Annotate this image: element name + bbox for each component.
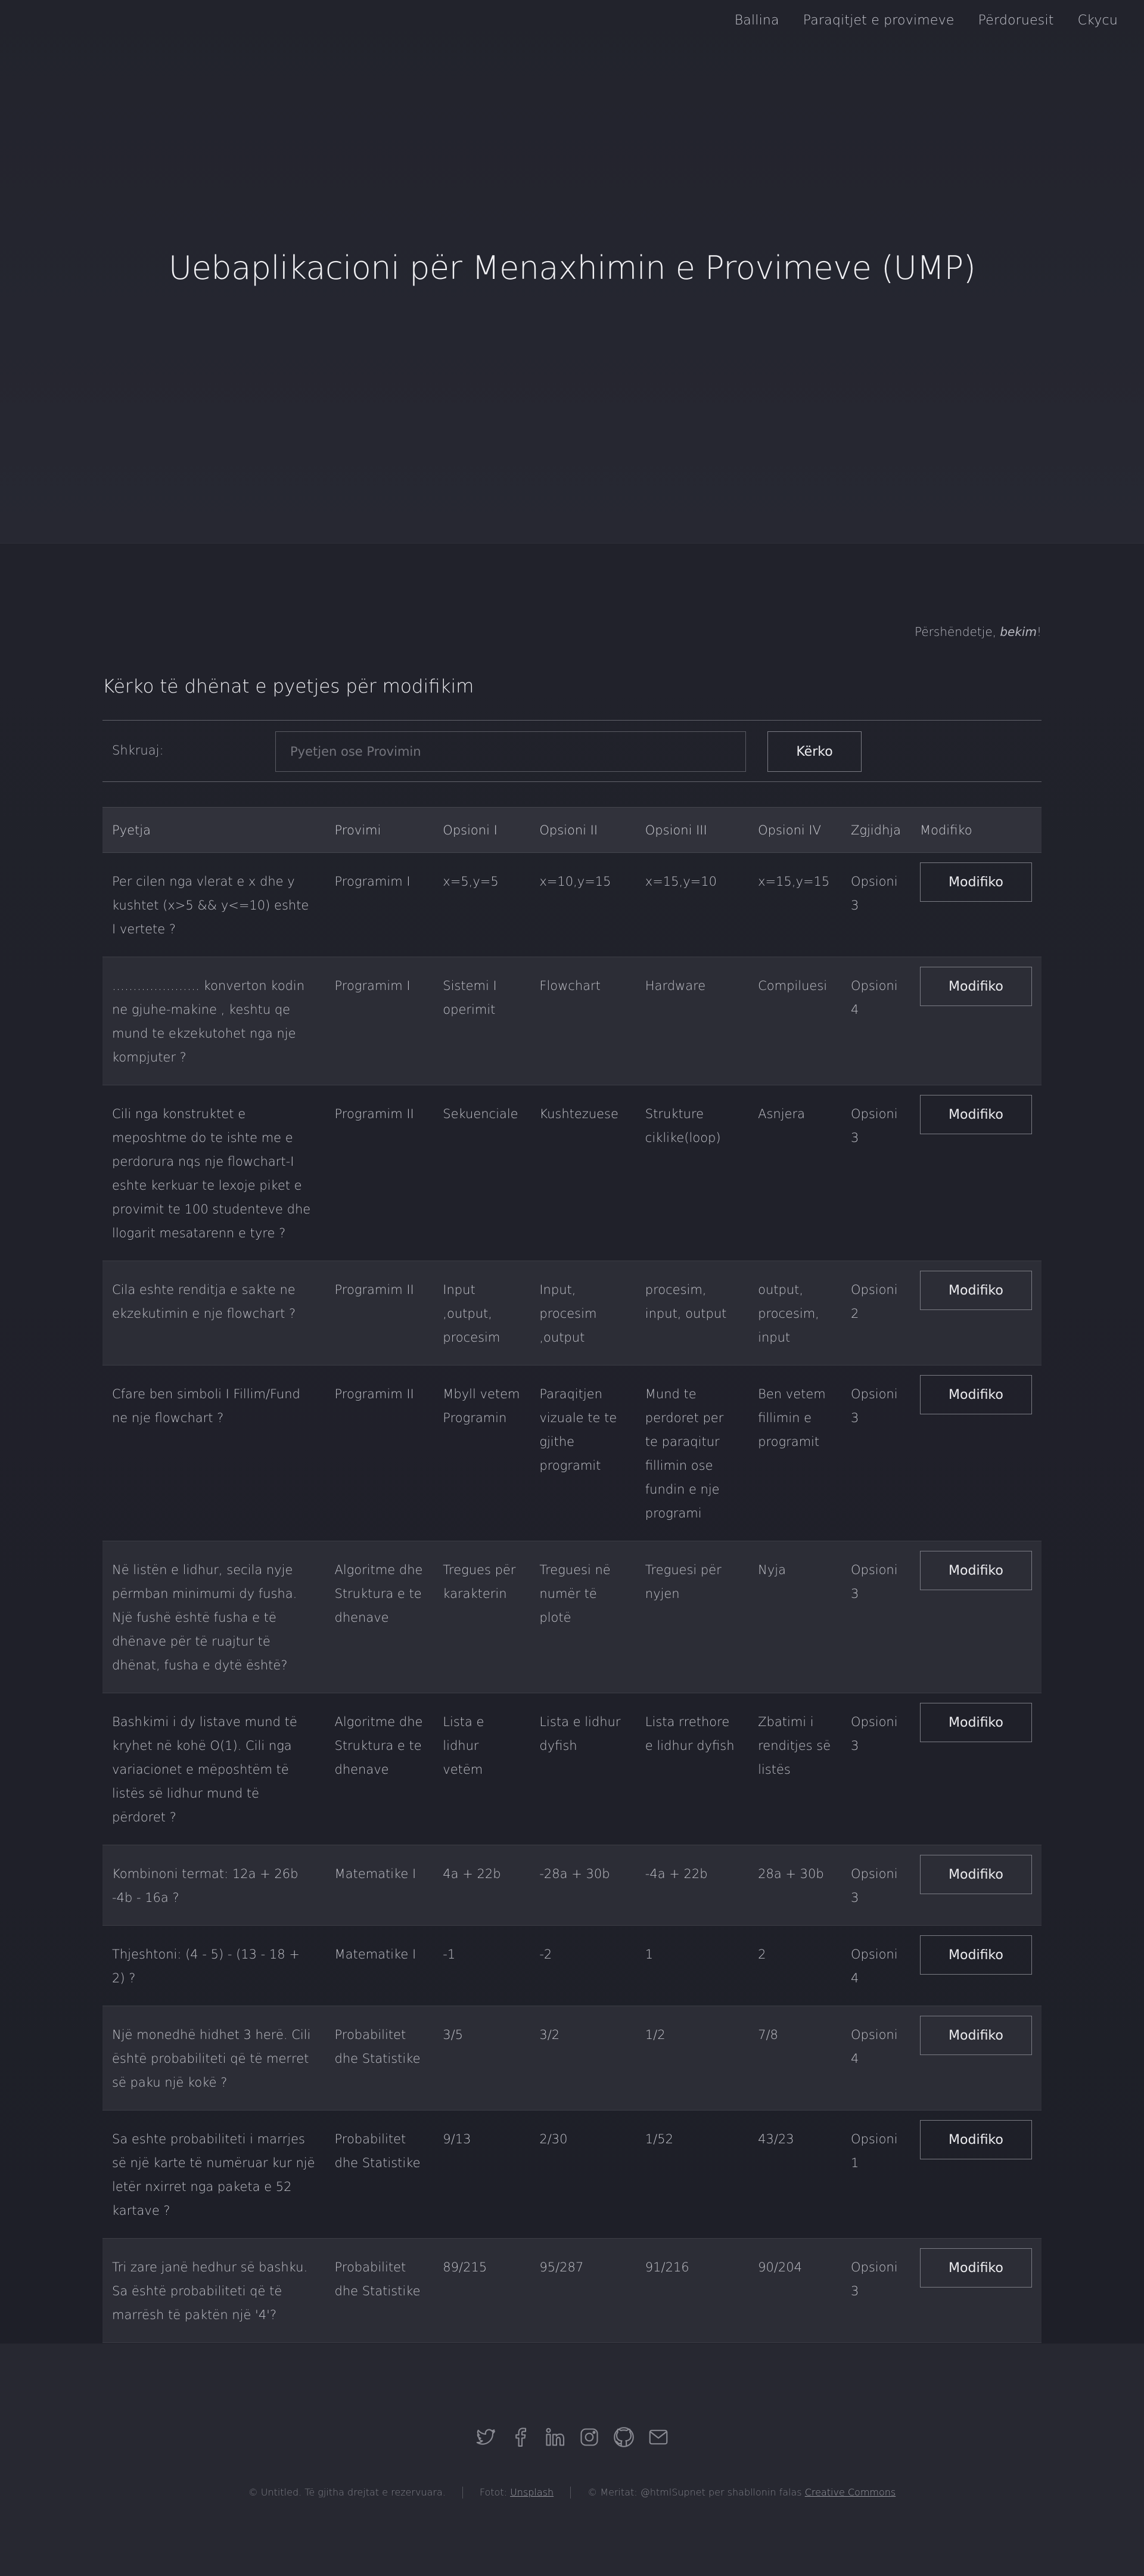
cell-modifiko: [910, 1926, 1042, 2006]
cell-opsioni-2: Flowchart: [530, 957, 635, 1085]
cell-opsioni-3: 1: [636, 1926, 748, 2006]
cell-opsioni-1: Tregues për karakterin: [433, 1541, 530, 1693]
cell-modifiko: [910, 2006, 1042, 2111]
table-row: [102, 1693, 1042, 1845]
cell-opsioni-1: 89/215: [433, 2239, 530, 2343]
cell-modifiko: [910, 957, 1042, 1085]
credit-prefix: © Meritat: @htmlSupnet per shabllonin falas: [587, 2487, 805, 2498]
footer-credits: [0, 2487, 1144, 2499]
header-zgjidhja: Zgjidhja: [841, 808, 910, 853]
cell-pyetja: Kombinoni termat: 12a + 26b -4b - 16a ?: [102, 1845, 325, 1926]
cell-opsioni-2: Treguesi në numër të plotë: [530, 1541, 635, 1693]
cell-opsioni-4: 7/8: [748, 2006, 841, 2111]
table-row: [102, 1365, 1042, 1541]
cell-zgjidhja: Opsioni 4: [841, 957, 910, 1085]
modifiko-button[interactable]: Modifiko: [920, 2016, 1032, 2055]
greeting-suffix: !: [1036, 625, 1042, 639]
cell-zgjidhja: Opsioni 3: [841, 1541, 910, 1693]
cell-pyetja: Cila eshte renditja e sakte ne ekzekutimin e nje flowchart ?: [102, 1261, 325, 1365]
cell-opsioni-3: Mund te perdoret per te paraqitur fillimin ose fundin e nje programi: [636, 1365, 748, 1541]
table-row: [102, 2111, 1042, 2239]
copyright-text: © Untitled. Të gjitha drejtat e rezervuara.: [248, 2487, 446, 2498]
photos-prefix: Fotot:: [479, 2487, 511, 2498]
cell-pyetja: Thjeshtoni: (4 - 5) - (13 - 18 + 2) ?: [102, 1926, 325, 2006]
hero-title: Uebaplikacioni për Menaxhimin e Provimeve (UMP): [168, 249, 976, 287]
cell-opsioni-2: 3/2: [530, 2006, 635, 2111]
header-provimi: Provimi: [325, 808, 433, 853]
modifiko-button[interactable]: Modifiko: [920, 862, 1032, 902]
cell-zgjidhja: Opsioni 1: [841, 2111, 910, 2239]
cell-opsioni-3: Strukture ciklike(loop): [636, 1085, 748, 1261]
search-button[interactable]: Kërko: [767, 731, 862, 772]
cell-opsioni-1: -1: [433, 1926, 530, 2006]
cell-provimi: Programim II: [325, 1261, 433, 1365]
footer-divider: [570, 2487, 571, 2499]
main-nav: [735, 13, 1118, 28]
instagram-icon[interactable]: [578, 2426, 601, 2448]
cell-opsioni-4: Asnjera: [748, 1085, 841, 1261]
table-row: [102, 1926, 1042, 2006]
table-row: [102, 2006, 1042, 2111]
cell-pyetja: Tri zare janë hedhur së bashku. Sa është probabiliteti që të marrësh të paktën një '4'?: [102, 2239, 325, 2343]
cell-opsioni-4: output, procesim, input: [748, 1261, 841, 1365]
page-footer: [0, 2344, 1144, 2576]
cell-provimi: Algoritme dhe Struktura e te dhenave: [325, 1541, 433, 1693]
cell-opsioni-1: Mbyll vetem Programin: [433, 1365, 530, 1541]
cell-pyetja: Cfare ben simboli I Fillim/Fund ne nje flowchart ?: [102, 1365, 325, 1541]
greeting-prefix: Përshëndetje,: [914, 625, 1000, 639]
cell-opsioni-4: 43/23: [748, 2111, 841, 2239]
cell-opsioni-4: 90/204: [748, 2239, 841, 2343]
cell-modifiko: [910, 1085, 1042, 1261]
cell-modifiko: [910, 1541, 1042, 1693]
cell-modifiko: [910, 1261, 1042, 1365]
cell-opsioni-1: 3/5: [433, 2006, 530, 2111]
cell-provimi: Matematike I: [325, 1845, 433, 1926]
search-input[interactable]: [275, 731, 746, 772]
nav-item-paraqitjet[interactable]: Paraqitjet e provimeve: [803, 13, 955, 28]
cell-modifiko: [910, 2239, 1042, 2343]
cell-opsioni-3: procesim, input, output: [636, 1261, 748, 1365]
table-row: [102, 1085, 1042, 1261]
header-opsioni-2: Opsioni II: [530, 808, 635, 853]
search-section-title: Kërko të dhënat e pyetjes për modifikim: [102, 676, 474, 697]
cell-zgjidhja: Opsioni 2: [841, 1261, 910, 1365]
cell-provimi: Programim II: [325, 1365, 433, 1541]
cell-modifiko: [910, 1365, 1042, 1541]
cell-opsioni-2: x=10,y=15: [530, 853, 635, 957]
cell-opsioni-3: Lista rrethore e lidhur dyfish: [636, 1693, 748, 1845]
modifiko-button[interactable]: Modifiko: [920, 1855, 1032, 1894]
cell-zgjidhja: Opsioni 3: [841, 1085, 910, 1261]
header-pyetja: Pyetja: [102, 808, 325, 853]
cell-provimi: Programim II: [325, 1085, 433, 1261]
cell-zgjidhja: Opsioni 3: [841, 1365, 910, 1541]
table-body: [102, 853, 1042, 2447]
footer-divider: [462, 2487, 463, 2499]
modifiko-button[interactable]: Modifiko: [920, 1551, 1032, 1590]
main-content: [0, 544, 1144, 2344]
cell-zgjidhja: Opsioni 3: [841, 853, 910, 957]
cell-modifiko: [910, 853, 1042, 957]
table-row: [102, 957, 1042, 1085]
photos-credit: [480, 2487, 554, 2499]
cell-zgjidhja: Opsioni 3: [841, 2239, 910, 2343]
cell-provimi: Algoritme dhe Struktura e te dhenave: [325, 1693, 433, 1845]
table-row: [102, 1261, 1042, 1365]
cell-provimi: Programim I: [325, 957, 433, 1085]
cell-opsioni-2: Input, procesim ,output: [530, 1261, 635, 1365]
cell-pyetja: Në listën e lidhur, secila nyje përmban minimumi dy fusha. Një fushë është fusha e të dhënave për të ruajtur të dhënat, fusha e dytë është?: [102, 1541, 325, 1693]
greeting-text: [915, 625, 1042, 639]
table-row: [102, 1845, 1042, 1926]
cell-opsioni-4: Compiluesi: [748, 957, 841, 1085]
header-opsioni-3: Opsioni III: [636, 808, 748, 853]
header-opsioni-1: Opsioni I: [433, 808, 530, 853]
unsplash-link[interactable]: Unsplash: [510, 2487, 554, 2498]
table-row: [102, 853, 1042, 957]
cell-opsioni-1: Sistemi I operimit: [433, 957, 530, 1085]
cell-opsioni-3: 1/52: [636, 2111, 748, 2239]
questions-table: [102, 807, 1042, 2447]
cell-opsioni-3: 91/216: [636, 2239, 748, 2343]
table-row: [102, 2239, 1042, 2343]
creative-commons-link[interactable]: Creative Commons: [804, 2487, 896, 2498]
cell-opsioni-2: -28a + 30b: [530, 1845, 635, 1926]
search-bar: [102, 720, 1042, 782]
cell-provimi: Probabilitet dhe Statistike: [325, 2239, 433, 2343]
greeting-username: bekim: [1000, 625, 1037, 639]
cell-opsioni-4: 2: [748, 1926, 841, 2006]
cell-opsioni-3: -4a + 22b: [636, 1845, 748, 1926]
cell-opsioni-1: Input ,output, procesim: [433, 1261, 530, 1365]
cell-opsioni-1: 4a + 22b: [433, 1845, 530, 1926]
modifiko-button[interactable]: Modifiko: [920, 2248, 1032, 2288]
social-links: [0, 2426, 1144, 2448]
template-credit: [587, 2487, 896, 2499]
search-label: Shkruaj:: [112, 743, 164, 758]
cell-zgjidhja: Opsioni 3: [841, 1845, 910, 1926]
nav-item-ballina[interactable]: Ballina: [734, 13, 779, 28]
cell-opsioni-1: Sekuenciale: [433, 1085, 530, 1261]
cell-opsioni-4: 28a + 30b: [748, 1845, 841, 1926]
cell-pyetja: Sa eshte probabiliteti i marrjes së një karte të numëruar kur një letër nxirret nga paketa e 52 kartave ?: [102, 2111, 325, 2239]
cell-opsioni-2: Lista e lidhur dyfish: [530, 1693, 635, 1845]
cell-pyetja: Per cilen nga vlerat e x dhe y kushtet (x>5 && y<=10) eshte I vertete ?: [102, 853, 325, 957]
cell-opsioni-4: Ben vetem fillimin e programit: [748, 1365, 841, 1541]
linkedin-icon[interactable]: [543, 2426, 566, 2448]
cell-opsioni-2: Paraqitjen vizuale te te gjithe programit: [530, 1365, 635, 1541]
cell-opsioni-2: Kushtezuese: [530, 1085, 635, 1261]
cell-opsioni-3: x=15,y=10: [636, 853, 748, 957]
github-icon[interactable]: [613, 2426, 635, 2448]
cell-opsioni-1: x=5,y=5: [433, 853, 530, 957]
cell-opsioni-4: Nyja: [748, 1541, 841, 1693]
cell-opsioni-1: Lista e lidhur vetëm: [433, 1693, 530, 1845]
cell-modifiko: [910, 1845, 1042, 1926]
table-row: [102, 1541, 1042, 1693]
cell-zgjidhja: Opsioni 4: [841, 1926, 910, 2006]
email-icon[interactable]: [647, 2426, 670, 2448]
cell-opsioni-1: 9/13: [433, 2111, 530, 2239]
cell-opsioni-2: -2: [530, 1926, 635, 2006]
header-opsioni-4: Opsioni IV: [748, 808, 841, 853]
cell-modifiko: [910, 2111, 1042, 2239]
cell-pyetja: Një monedhë hidhet 3 herë. Cili është probabiliteti që të merret së paku një kokë ?: [102, 2006, 325, 2111]
modifiko-button[interactable]: Modifiko: [920, 1271, 1032, 1310]
cell-pyetja: Bashkimi i dy listave mund të kryhet në kohë O(1). Cili nga variacionet e mëposhtëm të listës së lidhur mund të përdoret ?: [102, 1693, 325, 1845]
cell-provimi: Probabilitet dhe Statistike: [325, 2111, 433, 2239]
modifiko-button[interactable]: Modifiko: [920, 1375, 1032, 1414]
cell-provimi: Matematike I: [325, 1926, 433, 2006]
nav-item-ckycu[interactable]: Ckycu: [1077, 13, 1118, 28]
cell-provimi: Programim I: [325, 853, 433, 957]
cell-pyetja: Cili nga konstruktet e meposhtme do te ishte me e perdorura nqs nje flowchart-I eshte kerkuar te lexoje piket e provimit te 100 studenteve dhe llogarit mesatarenn e tyre ?: [102, 1085, 325, 1261]
hero-header: [0, 0, 1144, 544]
cell-opsioni-2: 95/287: [530, 2239, 635, 2343]
cell-provimi: Probabilitet dhe Statistike: [325, 2006, 433, 2111]
cell-opsioni-4: Zbatimi i renditjes së listës: [748, 1693, 841, 1845]
header-modifiko: Modifiko: [910, 808, 1042, 853]
cell-zgjidhja: Opsioni 3: [841, 1693, 910, 1845]
cell-opsioni-3: 1/2: [636, 2006, 748, 2111]
modifiko-button[interactable]: Modifiko: [920, 1935, 1032, 1975]
cell-opsioni-2: 2/30: [530, 2111, 635, 2239]
cell-modifiko: [910, 1693, 1042, 1845]
cell-pyetja: ………………… konverton kodin ne gjuhe-makine , keshtu qe mund te ekzekutohet nga nje kompjuter ?: [102, 957, 325, 1085]
modifiko-button[interactable]: Modifiko: [920, 2120, 1032, 2159]
modifiko-button[interactable]: Modifiko: [920, 1703, 1032, 1742]
cell-opsioni-3: Hardware: [636, 957, 748, 1085]
facebook-icon[interactable]: [509, 2426, 531, 2448]
twitter-icon[interactable]: [474, 2426, 497, 2448]
cell-opsioni-3: Treguesi për nyjen: [636, 1541, 748, 1693]
modifiko-button[interactable]: Modifiko: [920, 1095, 1032, 1134]
modifiko-button[interactable]: Modifiko: [920, 967, 1032, 1006]
cell-zgjidhja: Opsioni 4: [841, 2006, 910, 2111]
table-header-row: [102, 808, 1042, 853]
cell-opsioni-4: x=15,y=15: [748, 853, 841, 957]
nav-item-perdoruesit[interactable]: Përdoruesit: [978, 13, 1054, 28]
